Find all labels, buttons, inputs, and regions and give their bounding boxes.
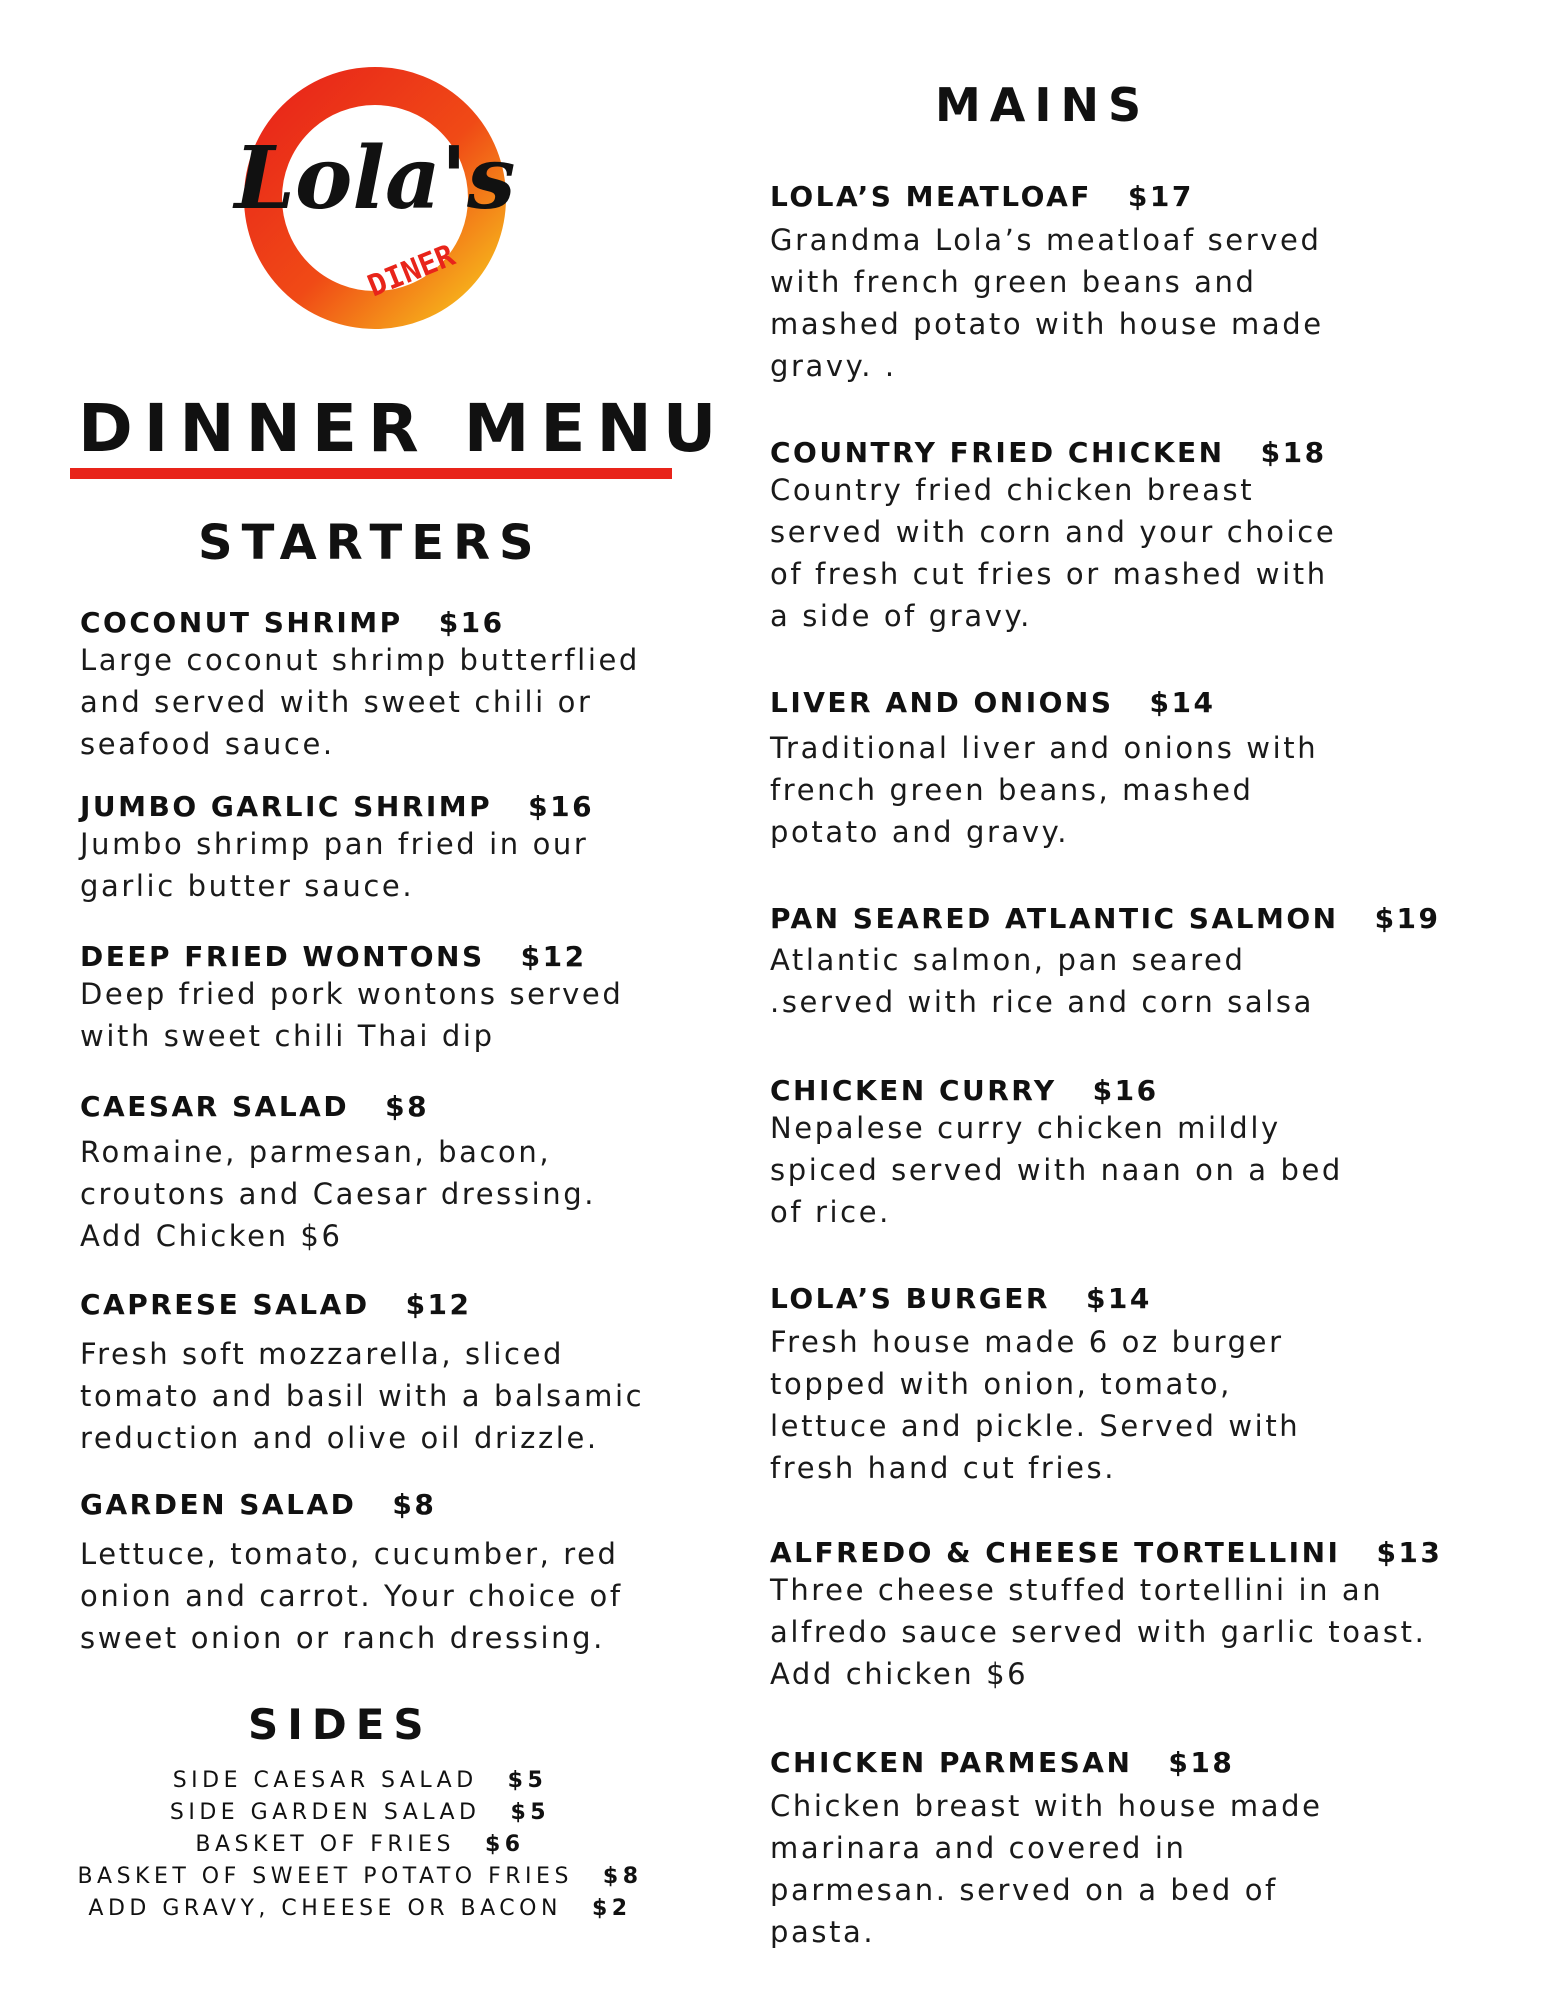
lolas-diner-logo (225, 48, 525, 348)
item-price: $18 (1260, 436, 1327, 469)
side-name: BASKET OF FRIES (195, 1832, 455, 1857)
item-description: Fresh house made 6 oz burger topped with onion, tomato, lettuce and pickle. Served with fresh hand cut fries. (770, 1325, 1301, 1485)
side-name: ADD GRAVY, CHEESE OR BACON (88, 1896, 562, 1921)
starter-item (80, 790, 690, 907)
item-price: $12 (520, 940, 587, 973)
item-price: $19 (1374, 902, 1441, 935)
logo-graphic (225, 48, 525, 348)
item-price: $16 (1092, 1074, 1159, 1107)
item-price: $13 (1376, 1536, 1443, 1569)
sides-heading: SIDES (248, 1700, 433, 1749)
item-name: LOLA’S MEATLOAF (770, 180, 1092, 213)
item-price: $12 (405, 1288, 472, 1321)
list-item (50, 1765, 670, 1797)
item-name: LIVER AND ONIONS (770, 686, 1114, 719)
starter-item (80, 940, 690, 1057)
main-item (770, 1746, 1510, 1953)
logo-sub-text: DINER (363, 238, 460, 305)
item-description: Atlantic salmon, pan seared .served with rice and corn salsa (770, 943, 1314, 1019)
item-price: $17 (1127, 180, 1194, 213)
side-name: SIDE GARDEN SALAD (169, 1800, 481, 1825)
mains-heading: MAINS (935, 78, 1151, 132)
list-item (50, 1893, 670, 1925)
side-name: BASKET OF SWEET POTATO FRIES (77, 1864, 573, 1889)
main-item (770, 180, 1510, 387)
list-item (50, 1797, 670, 1829)
item-name: LOLA’S BURGER (770, 1282, 1050, 1315)
page-title: DINNER MENU (78, 390, 728, 467)
main-item (770, 1536, 1510, 1695)
item-description: Grandma Lola’s meatloaf served with french green beans and mashed potato with house made gravy. . (770, 223, 1324, 383)
item-description: Romaine, parmesan, bacon, croutons and Caesar dressing. Add Chicken $6 (80, 1135, 597, 1253)
side-price: $5 (507, 1768, 548, 1793)
item-name: DEEP FRIED WONTONS (80, 940, 485, 973)
side-name: SIDE CAESAR SALAD (172, 1768, 478, 1793)
item-name: CHICKEN CURRY (770, 1074, 1057, 1107)
main-item (770, 1074, 1510, 1233)
item-price: $14 (1085, 1282, 1152, 1315)
left-column (70, 0, 728, 2000)
starters-heading: STARTERS (198, 515, 543, 571)
item-price: $16 (438, 606, 505, 639)
item-name: COUNTRY FRIED CHICKEN (770, 436, 1225, 469)
starter-item (80, 606, 690, 765)
item-price: $16 (528, 790, 595, 823)
item-price: $14 (1149, 686, 1216, 719)
item-description: Country fried chicken breast served with corn and your choice of fresh cut fries or mashed with a side of gravy. (770, 473, 1337, 633)
list-item (50, 1861, 670, 1893)
item-description: Three cheese stuffed tortellini in an alfredo sauce served with garlic toast. Add chicken $6 (770, 1573, 1427, 1691)
starter-item (80, 1488, 690, 1659)
side-price: $6 (485, 1832, 525, 1857)
logo-script-text: Lola's (234, 128, 516, 229)
item-name: COCONUT SHRIMP (80, 606, 403, 639)
item-price: $8 (385, 1090, 430, 1123)
item-price: $18 (1168, 1746, 1235, 1779)
item-name: PAN SEARED ATLANTIC SALMON (770, 902, 1339, 935)
item-name: GARDEN SALAD (80, 1488, 357, 1521)
item-description: Jumbo shrimp pan fried in our garlic butter sauce. (80, 827, 589, 903)
item-name: ALFREDO & CHEESE TORTELLINI (770, 1536, 1341, 1569)
item-name: CAESAR SALAD (80, 1090, 350, 1123)
sides-list (50, 1765, 670, 1925)
item-description: Nepalese curry chicken mildly spiced served with naan on a bed of rice. (770, 1111, 1343, 1229)
item-description: Large coconut shrimp butterflied and served with sweet chili or seafood sauce. (80, 643, 640, 761)
main-item (770, 436, 1510, 637)
item-description: Deep fried pork wontons served with sweet chili Thai dip (80, 977, 624, 1053)
item-name: CHICKEN PARMESAN (770, 1746, 1133, 1779)
item-description: Lettuce, tomato, cucumber, red onion and carrot. Your choice of sweet onion or ranch dressing. (80, 1537, 623, 1655)
starter-item (80, 1090, 690, 1257)
title-underline (70, 468, 672, 479)
main-item (770, 902, 1510, 1023)
main-item (770, 1282, 1510, 1489)
item-description: Fresh soft mozzarella, sliced tomato and basil with a balsamic reduction and olive oil drizzle. (80, 1337, 645, 1455)
item-name: CAPRESE SALAD (80, 1288, 370, 1321)
item-description: Chicken breast with house made marinara and covered in parmesan. served on a bed of pasta. (770, 1789, 1323, 1949)
item-description: Traditional liver and onions with french green beans, mashed potato and gravy. (770, 731, 1319, 849)
side-price: $8 (602, 1864, 643, 1889)
starter-item (80, 1288, 690, 1459)
main-item (770, 686, 1510, 853)
list-item (50, 1829, 670, 1861)
item-price: $8 (392, 1488, 437, 1521)
right-column (770, 0, 1510, 2000)
side-price: $5 (510, 1800, 551, 1825)
side-price: $2 (591, 1896, 632, 1921)
item-name: JUMBO GARLIC SHRIMP (80, 790, 493, 823)
